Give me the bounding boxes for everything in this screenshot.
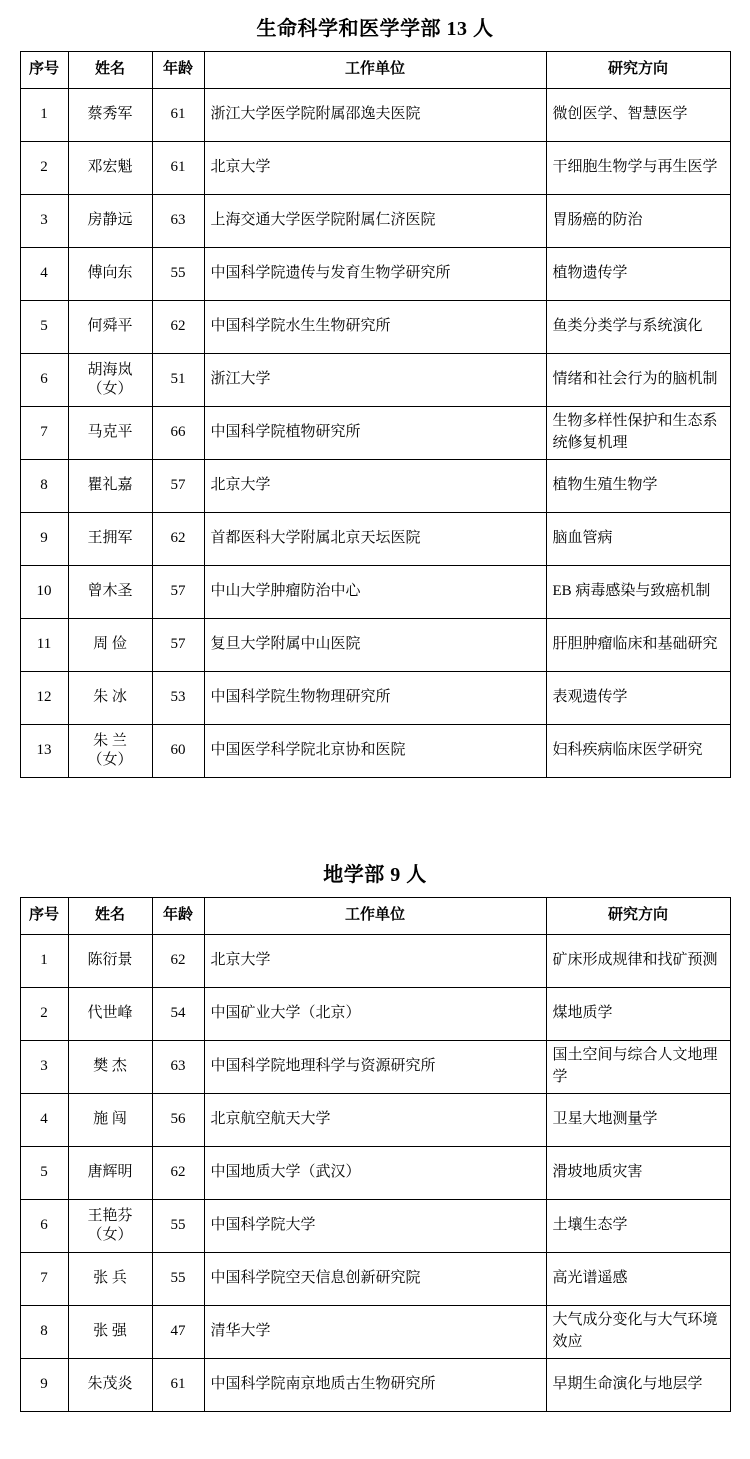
col-header-research-field: 研究方向 bbox=[546, 898, 730, 935]
section-title-1: 生命科学和医学学部 13 人 bbox=[256, 18, 494, 40]
header-row bbox=[20, 52, 730, 89]
cell-age: 63 bbox=[152, 195, 204, 248]
cell-research-field: 大气成分变化与大气环境效应 bbox=[546, 1306, 730, 1359]
cell-index: 1 bbox=[20, 89, 68, 142]
cell-age: 55 bbox=[152, 1253, 204, 1306]
cell-name bbox=[68, 725, 152, 778]
cell-name: 曾木圣 bbox=[68, 566, 152, 619]
cell-research-field: 植物遗传学 bbox=[546, 248, 730, 301]
cell-research-field: 卫星大地测量学 bbox=[546, 1094, 730, 1147]
cell-name: 施 闯 bbox=[68, 1094, 152, 1147]
cell-organization: 中国科学院遗传与发育生物学研究所 bbox=[204, 248, 546, 301]
cell-research-field: 表观遗传学 bbox=[546, 672, 730, 725]
cell-name: 马克平 bbox=[68, 407, 152, 460]
cell-name: 邓宏魁 bbox=[68, 142, 152, 195]
cell-research-field: 国土空间与综合人文地理学 bbox=[546, 1041, 730, 1094]
cell-organization: 中国医学科学院北京协和医院 bbox=[204, 725, 546, 778]
table-row bbox=[20, 407, 730, 460]
cell-organization: 中国科学院大学 bbox=[204, 1200, 546, 1253]
table-body-1 bbox=[20, 89, 730, 778]
cell-index: 7 bbox=[20, 407, 68, 460]
cell-age: 56 bbox=[152, 1094, 204, 1147]
cell-age: 51 bbox=[152, 354, 204, 407]
cell-research-field: 滑坡地质灾害 bbox=[546, 1147, 730, 1200]
cell-age: 54 bbox=[152, 988, 204, 1041]
table-header-2 bbox=[20, 898, 730, 935]
col-header-age: 年龄 bbox=[152, 898, 204, 935]
cell-research-field: 肝胆肿瘤临床和基础研究 bbox=[546, 619, 730, 672]
col-header-organization: 工作单位 bbox=[204, 52, 546, 89]
cell-age: 53 bbox=[152, 672, 204, 725]
table-row bbox=[20, 142, 730, 195]
cell-age: 63 bbox=[152, 1041, 204, 1094]
roster-table-1 bbox=[20, 51, 731, 778]
table-row bbox=[20, 1359, 730, 1412]
cell-organization: 中国科学院空天信息创新研究院 bbox=[204, 1253, 546, 1306]
table-row bbox=[20, 513, 730, 566]
table-row bbox=[20, 1147, 730, 1200]
cell-name-text: 朱 兰（女） bbox=[87, 733, 133, 768]
cell-age: 62 bbox=[152, 1147, 204, 1200]
cell-name: 樊 杰 bbox=[68, 1041, 152, 1094]
cell-name bbox=[68, 354, 152, 407]
cell-research-field: 煤地质学 bbox=[546, 988, 730, 1041]
cell-name: 朱茂炎 bbox=[68, 1359, 152, 1412]
cell-organization: 中国科学院地理科学与资源研究所 bbox=[204, 1041, 546, 1094]
cell-age: 61 bbox=[152, 89, 204, 142]
cell-name: 张 兵 bbox=[68, 1253, 152, 1306]
cell-index: 2 bbox=[20, 142, 68, 195]
table-row bbox=[20, 725, 730, 778]
cell-index: 4 bbox=[20, 248, 68, 301]
cell-index: 8 bbox=[20, 1306, 68, 1359]
cell-index: 1 bbox=[20, 935, 68, 988]
cell-research-field: 土壤生态学 bbox=[546, 1200, 730, 1253]
cell-organization: 浙江大学医学院附属邵逸夫医院 bbox=[204, 89, 546, 142]
col-header-name: 姓名 bbox=[68, 898, 152, 935]
cell-name: 朱 冰 bbox=[68, 672, 152, 725]
header-row bbox=[20, 898, 730, 935]
cell-index: 11 bbox=[20, 619, 68, 672]
cell-index: 12 bbox=[20, 672, 68, 725]
col-header-research-field: 研究方向 bbox=[546, 52, 730, 89]
cell-age: 61 bbox=[152, 142, 204, 195]
col-header-name: 姓名 bbox=[68, 52, 152, 89]
cell-index: 2 bbox=[20, 988, 68, 1041]
table-row bbox=[20, 354, 730, 407]
cell-age: 62 bbox=[152, 513, 204, 566]
table-row bbox=[20, 1200, 730, 1253]
table-row bbox=[20, 89, 730, 142]
table-row bbox=[20, 672, 730, 725]
table-row bbox=[20, 195, 730, 248]
section-gap bbox=[0, 778, 750, 852]
cell-organization: 中山大学肿瘤防治中心 bbox=[204, 566, 546, 619]
cell-organization: 中国科学院生物物理研究所 bbox=[204, 672, 546, 725]
cell-index: 3 bbox=[20, 1041, 68, 1094]
table-row bbox=[20, 1306, 730, 1359]
cell-name-text: 王艳芬（女） bbox=[87, 1208, 133, 1243]
cell-research-field: 微创医学、智慧医学 bbox=[546, 89, 730, 142]
cell-age: 66 bbox=[152, 407, 204, 460]
cell-organization: 中国地质大学（武汉） bbox=[204, 1147, 546, 1200]
table-row bbox=[20, 935, 730, 988]
cell-organization: 北京大学 bbox=[204, 142, 546, 195]
section-earth-science bbox=[0, 852, 750, 1412]
cell-name-text: 胡海岚（女） bbox=[87, 362, 133, 397]
cell-organization: 清华大学 bbox=[204, 1306, 546, 1359]
cell-age: 61 bbox=[152, 1359, 204, 1412]
cell-research-field: 早期生命演化与地层学 bbox=[546, 1359, 730, 1412]
section-title-2: 地学部 9 人 bbox=[323, 864, 427, 886]
cell-index: 10 bbox=[20, 566, 68, 619]
table-row bbox=[20, 248, 730, 301]
table-row bbox=[20, 1094, 730, 1147]
cell-index: 6 bbox=[20, 354, 68, 407]
cell-index: 9 bbox=[20, 513, 68, 566]
section-life-science bbox=[0, 6, 750, 778]
cell-name bbox=[68, 1200, 152, 1253]
cell-age: 57 bbox=[152, 460, 204, 513]
cell-research-field: 生物多样性保护和生态系统修复机理 bbox=[546, 407, 730, 460]
cell-name: 王拥军 bbox=[68, 513, 152, 566]
cell-name: 傅向东 bbox=[68, 248, 152, 301]
table-row bbox=[20, 301, 730, 354]
cell-index: 7 bbox=[20, 1253, 68, 1306]
cell-index: 13 bbox=[20, 725, 68, 778]
cell-research-field: 妇科疾病临床医学研究 bbox=[546, 725, 730, 778]
cell-organization: 首都医科大学附属北京天坛医院 bbox=[204, 513, 546, 566]
cell-name: 代世峰 bbox=[68, 988, 152, 1041]
cell-organization: 浙江大学 bbox=[204, 354, 546, 407]
table-row bbox=[20, 566, 730, 619]
cell-index: 5 bbox=[20, 301, 68, 354]
cell-age: 55 bbox=[152, 248, 204, 301]
cell-age: 57 bbox=[152, 619, 204, 672]
cell-research-field: 脑血管病 bbox=[546, 513, 730, 566]
cell-organization: 北京大学 bbox=[204, 935, 546, 988]
table-row bbox=[20, 619, 730, 672]
cell-organization: 复旦大学附属中山医院 bbox=[204, 619, 546, 672]
cell-organization: 中国矿业大学（北京） bbox=[204, 988, 546, 1041]
cell-name: 房静远 bbox=[68, 195, 152, 248]
cell-name: 陈衍景 bbox=[68, 935, 152, 988]
cell-name: 何舜平 bbox=[68, 301, 152, 354]
roster-table-2 bbox=[20, 897, 731, 1412]
cell-research-field: 情绪和社会行为的脑机制 bbox=[546, 354, 730, 407]
cell-index: 9 bbox=[20, 1359, 68, 1412]
cell-organization: 北京大学 bbox=[204, 460, 546, 513]
cell-index: 8 bbox=[20, 460, 68, 513]
cell-index: 5 bbox=[20, 1147, 68, 1200]
table-row bbox=[20, 1041, 730, 1094]
cell-age: 62 bbox=[152, 935, 204, 988]
table-row bbox=[20, 1253, 730, 1306]
col-header-age: 年龄 bbox=[152, 52, 204, 89]
cell-index: 6 bbox=[20, 1200, 68, 1253]
cell-age: 62 bbox=[152, 301, 204, 354]
cell-research-field: 植物生殖生物学 bbox=[546, 460, 730, 513]
cell-name: 周 俭 bbox=[68, 619, 152, 672]
cell-organization: 中国科学院植物研究所 bbox=[204, 407, 546, 460]
cell-age: 47 bbox=[152, 1306, 204, 1359]
cell-index: 4 bbox=[20, 1094, 68, 1147]
cell-research-field: 矿床形成规律和找矿预测 bbox=[546, 935, 730, 988]
table-row bbox=[20, 460, 730, 513]
cell-age: 55 bbox=[152, 1200, 204, 1253]
cell-age: 60 bbox=[152, 725, 204, 778]
cell-name: 蔡秀军 bbox=[68, 89, 152, 142]
col-header-index: 序号 bbox=[20, 52, 68, 89]
cell-research-field: 胃肠癌的防治 bbox=[546, 195, 730, 248]
cell-organization: 中国科学院南京地质古生物研究所 bbox=[204, 1359, 546, 1412]
table-body-2 bbox=[20, 935, 730, 1412]
cell-research-field: 鱼类分类学与系统演化 bbox=[546, 301, 730, 354]
table-header-1 bbox=[20, 52, 730, 89]
cell-research-field: EB 病毒感染与致癌机制 bbox=[546, 566, 730, 619]
cell-organization: 北京航空航天大学 bbox=[204, 1094, 546, 1147]
cell-name: 唐辉明 bbox=[68, 1147, 152, 1200]
cell-name: 瞿礼嘉 bbox=[68, 460, 152, 513]
table-row bbox=[20, 988, 730, 1041]
cell-index: 3 bbox=[20, 195, 68, 248]
cell-name: 张 强 bbox=[68, 1306, 152, 1359]
cell-organization: 上海交通大学医学院附属仁济医院 bbox=[204, 195, 546, 248]
col-header-organization: 工作单位 bbox=[204, 898, 546, 935]
cell-research-field: 高光谱遥感 bbox=[546, 1253, 730, 1306]
col-header-index: 序号 bbox=[20, 898, 68, 935]
cell-research-field: 干细胞生物学与再生医学 bbox=[546, 142, 730, 195]
cell-organization: 中国科学院水生生物研究所 bbox=[204, 301, 546, 354]
cell-age: 57 bbox=[152, 566, 204, 619]
